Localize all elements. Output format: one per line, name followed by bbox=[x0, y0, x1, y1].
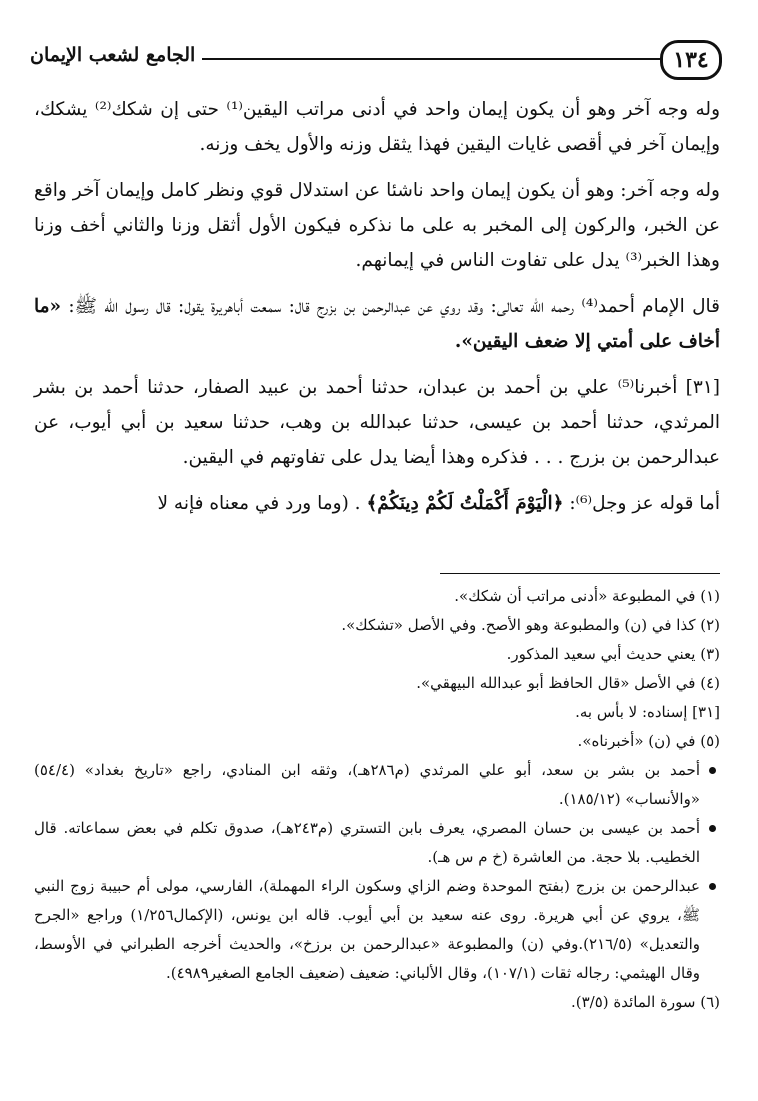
page-header bbox=[30, 30, 730, 86]
footnote: (٢) كذا في (ن) والمطبوعة وهو الأصح. وفي الأصل «تشكك». bbox=[341, 616, 720, 634]
paragraph-5-rest: . (وما ورد في معناه فإنه لا bbox=[157, 493, 361, 514]
footnote: (٣) يعني حديث أبي سعيد المذكور. bbox=[506, 645, 720, 663]
footnotes bbox=[34, 582, 720, 1017]
book-page bbox=[30, 30, 730, 1090]
footnote-text: أحمد بن بشر بن سعد، أبو علي المرثدي (م٢٨٦هـ)، وثقه ابن المنادي، راجع «تاريخ بغداد» (٥٤/٤) «والأنساب» (١٨٥/١٢). bbox=[34, 761, 701, 808]
paragraph-5 bbox=[34, 486, 720, 521]
paragraph-1: وله وجه آخر وهو أن يكون إيمان واحد في أدنى مراتب اليقين⁽¹⁾ حتى إن شكك⁽²⁾ يشكك، وإيمان آخر في أقصى غايات اليقين فهذا يثقل وزنه والأول يخف وزنه. bbox=[34, 99, 720, 155]
footnote-text: عبدالرحمن بن بزرج (بفتح الموحدة وضم الزاي وسكون الراء المهملة)، الفارسي، مولى أم حبيبة زوج النبي ﷺ، يروي عن أبي هريرة. روى عنه سعيد بن أبي أيوب. قاله ابن يونس، (الإكمال١/٢٥٦) وراجع «الجرح والتعديل» (٢١٦/٥).وفي (ن) والمطبوعة «عبدالرحمن بن برزخ»، والحديث أخرجه الطبراني في الأوسط، وقال الهيثمي: رجاله ثقات (١٠٧/١)، وقال الألباني: ضعيف (ضعيف الجامع الصغير٤٩٨٩). bbox=[34, 877, 701, 982]
paragraph-2: وله وجه آخر: وهو أن يكون إيمان واحد ناشئا عن استدلال قوي ونظر كامل وإيمان آخر واقع عن الخبر، والركون إلى المخبر به على ما نذكره فيكون الأول أثقل وزنا والثاني أخف وزنا وهذا الخبر⁽³⁾ يدل على تفاوت الناس في إيمانهم. bbox=[34, 180, 720, 271]
footnote-bullet-item bbox=[34, 814, 720, 872]
footnote: (٥) في (ن) «أخبرناه». bbox=[577, 732, 720, 750]
bullet-icon bbox=[709, 767, 716, 774]
footnote: (١) في المطبوعة «أدنى مراتب أن شكك». bbox=[454, 587, 720, 605]
paragraph-5-intro: أما قوله عز وجل⁽⁶⁾: bbox=[569, 493, 720, 514]
paragraph-3-intro: قال الإمام أحمد⁽⁴⁾ رحمه الله تعالى: وقد روي عن عبدالرحمن بن بزرج قال: سمعت أباهريرة يقول: قال رسول الله ﷺ: bbox=[68, 296, 720, 317]
bullet-icon bbox=[709, 825, 716, 832]
hadith-text: «ما أخاف على أمتي إلا ضعف اليقين». bbox=[34, 296, 720, 352]
footnote: (٦) سورة المائدة (٣/٥). bbox=[570, 993, 720, 1011]
footnote-separator bbox=[440, 573, 720, 574]
paragraph-3 bbox=[34, 289, 720, 359]
quran-verse: ﴿الْيَوْمَ أَكْمَلْتُ لَكُمْ دِينَكُمْ﴾ bbox=[366, 493, 564, 514]
footnote-text: أحمد بن عيسى بن حسان المصري، يعرف بابن التستري (م٢٤٣هـ)، صدوق تكلم في بعض سماعاته. قال الخطيب. بلا حجة. من العاشرة (خ م س هـ). bbox=[34, 819, 700, 866]
bullet-icon bbox=[709, 883, 716, 890]
running-title: الجامع لشعب الإيمان bbox=[30, 44, 196, 66]
main-text bbox=[34, 92, 720, 532]
footnote-bullet-item bbox=[34, 872, 720, 988]
paragraph-4: [٣١] أخبرنا⁽⁵⁾ علي بن أحمد بن عبدان، حدثنا أحمد بن عبيد الصفار، حدثنا أحمد بن بشر المرثدي، حدثنا أحمد بن عيسى، حدثنا عبدالله بن وهب، حدثنا سعيد بن أبي أيوب، عن عبدالرحمن بن بزرج . . . فذكره وهذا أيضا يدل على تفاوتهم في اليقين. bbox=[34, 377, 720, 468]
footnote: [٣١] إسناده: لا بأس به. bbox=[575, 703, 720, 721]
footnote-bullet-item bbox=[34, 756, 720, 814]
page-number: ١٣٤ bbox=[660, 40, 722, 80]
footnote: (٤) في الأصل «قال الحافظ أبو عبدالله البيهقي». bbox=[416, 674, 720, 692]
header-rule bbox=[202, 58, 660, 60]
